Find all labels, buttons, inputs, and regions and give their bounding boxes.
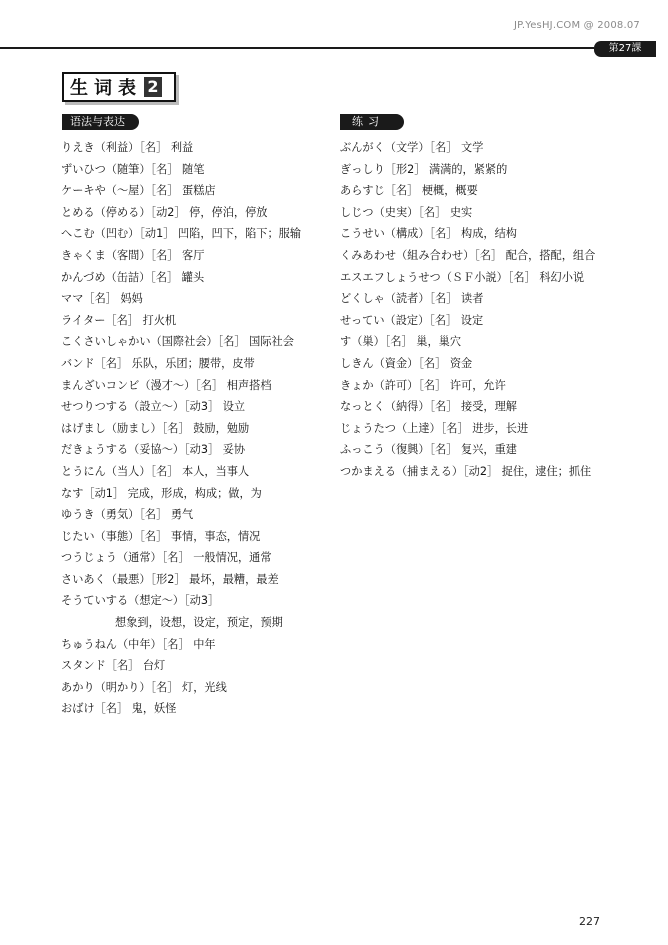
vocab-entry: おばけ［名］ 鬼，妖怪	[61, 702, 177, 716]
vocab-entry: ケーキや（～屋）［名］ 蛋糕店	[61, 184, 216, 198]
vocab-entry: あかり（明かり）［名］ 灯，光线	[61, 680, 227, 694]
header-rule	[0, 47, 594, 49]
watermark: JP.YesHJ.COM @ 2008.07	[514, 20, 640, 31]
vocab-entry: ふっこう（復興）［名］ 复兴，重建	[340, 443, 517, 457]
practice-vocab-list	[340, 137, 610, 483]
vocab-entry: ゆうき（勇気）［名］ 勇气	[61, 508, 194, 522]
vocab-entry: なす［动1］ 完成，形成，构成；做，为	[61, 486, 262, 500]
vocab-entry: りえき（利益）［名］ 利益	[61, 141, 194, 154]
vocab-entry: かんづめ（缶詰）［名］ 罐头	[61, 270, 205, 284]
section-title: 生词表	[70, 78, 142, 99]
vocab-entry: せってい（設定）［名］ 设定	[340, 313, 484, 327]
vocab-entry: くみあわせ（組み合わせ）［名］ 配合，搭配，组合	[340, 248, 596, 262]
vocab-entry: じたい（事態）［名］ 事情，事态，情况	[61, 529, 261, 543]
vocab-entry: エスエフしょうせつ（ＳＦ小説）［名］ 科幻小说	[340, 270, 585, 284]
vocab-entry-continued: 想象到，设想，设定，预定，预期	[115, 616, 283, 630]
vocab-entry: しきん（資金）［名］ 资金	[340, 356, 473, 370]
vocab-entry: そうていする（想定～）［动3］	[61, 594, 220, 608]
vocab-entry: ずいひつ（随筆）［名］ 随笔	[61, 162, 205, 176]
grammar-vocab-list	[61, 137, 333, 720]
vocab-entry: せつりつする（設立～）［动3］ 设立	[61, 400, 246, 414]
vocab-entry: まんざいコンビ（漫才～）［名］ 相声搭档	[61, 378, 272, 392]
vocab-entry: つうじょう（通常）［名］ 一般情况，通常	[61, 551, 272, 565]
vocab-entry: こうせい（構成）［名］ 构成，结构	[340, 227, 517, 241]
vocab-entry: ライター［名］ 打火机	[61, 313, 177, 327]
vocab-entry: あらすじ［名］ 梗概，概要	[340, 184, 478, 198]
vocab-entry: つかまえる（捕まえる）［动2］ 捉住，逮住；抓住	[340, 464, 592, 478]
practice-heading: 练习	[340, 114, 404, 130]
vocab-entry: こくさいしゃかい（国際社会）［名］ 国际社会	[61, 335, 294, 349]
section-title-box	[62, 72, 176, 102]
page-number: 227	[579, 915, 600, 928]
vocab-entry: じょうたつ（上達）［名］ 进步，长进	[340, 421, 529, 435]
vocab-entry: とめる（停める）［动2］ 停，停泊，停放	[61, 205, 268, 219]
vocab-entry: ちゅうねん（中年）［名］ 中年	[61, 637, 216, 651]
vocab-entry: とうにん（当人）［名］ 本人，当事人	[61, 464, 250, 478]
vocab-entry: きゃくま（客間）［名］ 客厅	[61, 248, 205, 262]
vocab-entry: バンド［名］ 乐队，乐团；腰带，皮带	[61, 356, 255, 370]
vocab-entry: スタンド［名］ 台灯	[61, 659, 166, 673]
vocab-entry: ぎっしり［形2］ 满满的，紧紧的	[340, 162, 508, 176]
vocab-entry: どくしゃ（読者）［名］ 读者	[340, 292, 484, 306]
vocab-entry: へこむ（凹む）［动1］ 凹陷，凹下，陷下；服输	[61, 227, 302, 241]
grammar-heading: 语法与表达	[62, 114, 139, 130]
vocab-entry: ママ［名］ 妈妈	[61, 292, 143, 306]
vocab-entry: なっとく（納得）［名］ 接受，理解	[340, 400, 517, 414]
vocab-entry: す（巣）［名］ 巢，巢穴	[340, 335, 462, 349]
lesson-tab: 第27課	[594, 41, 656, 57]
vocab-entry: ぶんがく（文学）［名］ 文学	[340, 141, 484, 154]
vocab-entry: だきょうする（妥協～）［动3］ 妥协	[61, 443, 246, 457]
section-title-number: 2	[144, 77, 162, 97]
vocab-entry: はげまし（励まし）［名］ 鼓励，勉励	[61, 421, 250, 435]
vocab-entry: しじつ（史実）［名］ 史实	[340, 205, 473, 219]
vocab-entry: きょか（許可）［名］ 许可，允许	[340, 378, 506, 392]
vocab-entry: さいあく（最悪）［形2］ 最坏，最糟，最差	[61, 572, 279, 586]
